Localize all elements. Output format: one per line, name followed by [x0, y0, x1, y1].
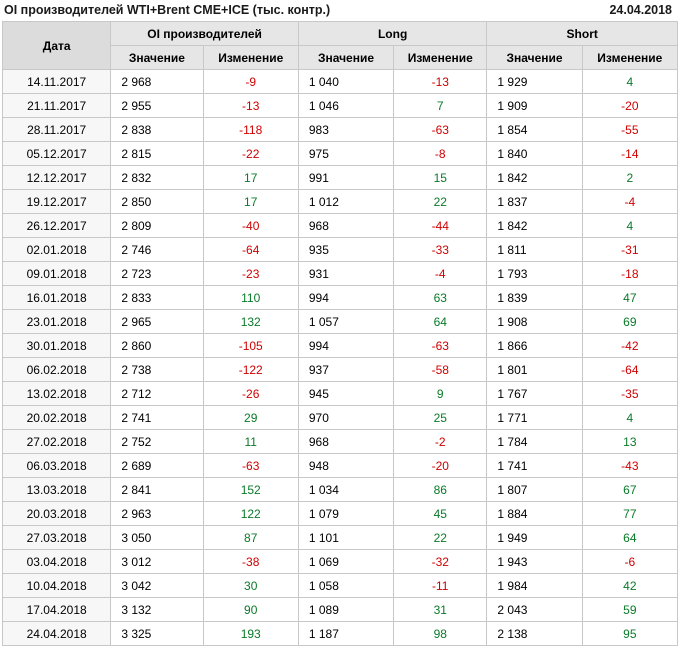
- cell-short-value: 1 854: [487, 118, 582, 142]
- cell-date: 09.01.2018: [3, 262, 111, 286]
- cell-date: 23.01.2018: [3, 310, 111, 334]
- cell-date: 16.01.2018: [3, 286, 111, 310]
- column-header-oi-value: Значение: [111, 46, 203, 70]
- cell-short-change: -42: [582, 334, 677, 358]
- cell-long-value: 1 187: [298, 622, 393, 646]
- cell-oi-value: 2 738: [111, 358, 203, 382]
- table-row: [3, 598, 678, 622]
- cell-long-value: 1 057: [298, 310, 393, 334]
- table-head: [3, 22, 678, 70]
- column-header-short-change: Изменение: [582, 46, 677, 70]
- cell-date: 12.12.2017: [3, 166, 111, 190]
- cell-long-change: 25: [394, 406, 487, 430]
- cell-long-change: -63: [394, 118, 487, 142]
- cell-oi-value: 3 012: [111, 550, 203, 574]
- cell-date: 28.11.2017: [3, 118, 111, 142]
- cell-long-change: 9: [394, 382, 487, 406]
- cell-oi-value: 2 968: [111, 70, 203, 94]
- cell-oi-change: 132: [203, 310, 298, 334]
- cell-date: 27.03.2018: [3, 526, 111, 550]
- cell-long-value: 994: [298, 334, 393, 358]
- cell-short-value: 1 811: [487, 238, 582, 262]
- cell-oi-change: 122: [203, 502, 298, 526]
- cell-oi-value: 2 746: [111, 238, 203, 262]
- cell-short-change: 95: [582, 622, 677, 646]
- cell-short-change: 4: [582, 70, 677, 94]
- cell-oi-value: 3 042: [111, 574, 203, 598]
- cell-oi-value: 2 815: [111, 142, 203, 166]
- cell-long-change: -32: [394, 550, 487, 574]
- cell-long-change: 64: [394, 310, 487, 334]
- cell-long-change: -44: [394, 214, 487, 238]
- cell-oi-change: 87: [203, 526, 298, 550]
- cell-short-value: 1 837: [487, 190, 582, 214]
- cell-long-change: -11: [394, 574, 487, 598]
- cell-short-value: 1 929: [487, 70, 582, 94]
- cell-oi-change: 152: [203, 478, 298, 502]
- cell-oi-change: 90: [203, 598, 298, 622]
- cell-short-value: 1 908: [487, 310, 582, 334]
- report-date: 24.04.2018: [609, 3, 672, 17]
- cell-oi-value: 2 838: [111, 118, 203, 142]
- column-header-long-change: Изменение: [394, 46, 487, 70]
- cell-long-value: 975: [298, 142, 393, 166]
- cell-oi-change: -122: [203, 358, 298, 382]
- cell-long-value: 931: [298, 262, 393, 286]
- cell-long-value: 1 101: [298, 526, 393, 550]
- table-body: [3, 70, 678, 646]
- table-row: [3, 454, 678, 478]
- cell-oi-value: 2 741: [111, 406, 203, 430]
- oi-table: [2, 21, 678, 646]
- table-row: [3, 238, 678, 262]
- cell-long-value: 1 058: [298, 574, 393, 598]
- cell-short-value: 2 043: [487, 598, 582, 622]
- cell-short-change: 13: [582, 430, 677, 454]
- table-row: [3, 526, 678, 550]
- cell-oi-value: 2 963: [111, 502, 203, 526]
- cell-oi-change: 30: [203, 574, 298, 598]
- cell-long-value: 1 069: [298, 550, 393, 574]
- cell-long-value: 1 046: [298, 94, 393, 118]
- cell-short-change: 67: [582, 478, 677, 502]
- cell-long-value: 1 040: [298, 70, 393, 94]
- cell-long-value: 945: [298, 382, 393, 406]
- cell-short-change: -55: [582, 118, 677, 142]
- cell-short-value: 1 884: [487, 502, 582, 526]
- cell-oi-change: -23: [203, 262, 298, 286]
- cell-date: 17.04.2018: [3, 598, 111, 622]
- cell-short-change: 4: [582, 214, 677, 238]
- table-header-group-row: [3, 22, 678, 46]
- table-row: [3, 190, 678, 214]
- cell-date: 05.12.2017: [3, 142, 111, 166]
- cell-short-change: 59: [582, 598, 677, 622]
- cell-long-change: 63: [394, 286, 487, 310]
- cell-short-change: 64: [582, 526, 677, 550]
- page-title: OI производителей WTI+Brent CME+ICE (тыс. контр.): [4, 3, 331, 17]
- cell-short-change: -31: [582, 238, 677, 262]
- cell-long-change: 45: [394, 502, 487, 526]
- cell-oi-change: -40: [203, 214, 298, 238]
- column-header-short-value: Значение: [487, 46, 582, 70]
- cell-date: 06.02.2018: [3, 358, 111, 382]
- cell-short-change: -20: [582, 94, 677, 118]
- table-row: [3, 94, 678, 118]
- cell-short-change: 42: [582, 574, 677, 598]
- cell-long-value: 1 089: [298, 598, 393, 622]
- cell-oi-change: 193: [203, 622, 298, 646]
- cell-date: 14.11.2017: [3, 70, 111, 94]
- cell-short-change: 4: [582, 406, 677, 430]
- cell-short-value: 1 784: [487, 430, 582, 454]
- table-row: [3, 502, 678, 526]
- cell-short-change: 2: [582, 166, 677, 190]
- cell-date: 19.12.2017: [3, 190, 111, 214]
- cell-date: 13.03.2018: [3, 478, 111, 502]
- cell-oi-value: 2 832: [111, 166, 203, 190]
- cell-date: 20.03.2018: [3, 502, 111, 526]
- table-row: [3, 430, 678, 454]
- cell-short-value: 1 807: [487, 478, 582, 502]
- cell-oi-change: 17: [203, 190, 298, 214]
- cell-short-value: 1 793: [487, 262, 582, 286]
- table-row: [3, 262, 678, 286]
- cell-short-value: 1 839: [487, 286, 582, 310]
- cell-long-value: 948: [298, 454, 393, 478]
- column-group-long: Long: [298, 22, 487, 46]
- cell-long-change: -33: [394, 238, 487, 262]
- cell-oi-change: -26: [203, 382, 298, 406]
- cell-short-value: 1 866: [487, 334, 582, 358]
- cell-short-value: 1 767: [487, 382, 582, 406]
- column-header-oi-change: Изменение: [203, 46, 298, 70]
- cell-oi-change: -38: [203, 550, 298, 574]
- table-row: [3, 70, 678, 94]
- cell-oi-change: -105: [203, 334, 298, 358]
- table-row: [3, 358, 678, 382]
- cell-long-change: 22: [394, 190, 487, 214]
- cell-oi-value: 2 809: [111, 214, 203, 238]
- cell-date: 06.03.2018: [3, 454, 111, 478]
- column-group-short: Short: [487, 22, 678, 46]
- cell-oi-change: 17: [203, 166, 298, 190]
- cell-short-change: -18: [582, 262, 677, 286]
- cell-short-change: -4: [582, 190, 677, 214]
- cell-long-change: 22: [394, 526, 487, 550]
- cell-long-value: 968: [298, 214, 393, 238]
- cell-date: 02.01.2018: [3, 238, 111, 262]
- cell-oi-change: -9: [203, 70, 298, 94]
- cell-short-change: -35: [582, 382, 677, 406]
- cell-long-value: 968: [298, 430, 393, 454]
- cell-date: 30.01.2018: [3, 334, 111, 358]
- table-row: [3, 478, 678, 502]
- cell-date: 03.04.2018: [3, 550, 111, 574]
- cell-long-change: -63: [394, 334, 487, 358]
- cell-short-value: 1 842: [487, 214, 582, 238]
- cell-long-value: 937: [298, 358, 393, 382]
- cell-long-change: 98: [394, 622, 487, 646]
- cell-oi-value: 2 833: [111, 286, 203, 310]
- table-row: [3, 214, 678, 238]
- cell-oi-change: -64: [203, 238, 298, 262]
- cell-short-change: 47: [582, 286, 677, 310]
- cell-short-change: -14: [582, 142, 677, 166]
- cell-short-change: 69: [582, 310, 677, 334]
- cell-short-value: 1 801: [487, 358, 582, 382]
- cell-oi-change: -22: [203, 142, 298, 166]
- cell-oi-value: 2 723: [111, 262, 203, 286]
- cell-oi-value: 3 325: [111, 622, 203, 646]
- cell-short-value: 1 741: [487, 454, 582, 478]
- table-row: [3, 334, 678, 358]
- column-header-date: Дата: [3, 22, 111, 70]
- cell-oi-change: 29: [203, 406, 298, 430]
- cell-oi-change: -118: [203, 118, 298, 142]
- cell-date: 13.02.2018: [3, 382, 111, 406]
- cell-long-value: 991: [298, 166, 393, 190]
- table-row: [3, 118, 678, 142]
- cell-oi-value: 2 850: [111, 190, 203, 214]
- cell-short-change: -6: [582, 550, 677, 574]
- table-row: [3, 310, 678, 334]
- table-row: [3, 286, 678, 310]
- table-row: [3, 406, 678, 430]
- cell-short-value: 1 840: [487, 142, 582, 166]
- cell-short-change: -64: [582, 358, 677, 382]
- cell-oi-value: 2 955: [111, 94, 203, 118]
- cell-short-value: 1 949: [487, 526, 582, 550]
- cell-oi-value: 2 712: [111, 382, 203, 406]
- cell-short-change: 77: [582, 502, 677, 526]
- cell-long-change: 15: [394, 166, 487, 190]
- cell-oi-value: 2 965: [111, 310, 203, 334]
- cell-short-value: 1 984: [487, 574, 582, 598]
- cell-long-value: 935: [298, 238, 393, 262]
- cell-oi-value: 3 050: [111, 526, 203, 550]
- cell-date: 24.04.2018: [3, 622, 111, 646]
- cell-short-value: 1 943: [487, 550, 582, 574]
- cell-date: 21.11.2017: [3, 94, 111, 118]
- table-row: [3, 550, 678, 574]
- cell-date: 27.02.2018: [3, 430, 111, 454]
- cell-long-change: -2: [394, 430, 487, 454]
- cell-long-value: 970: [298, 406, 393, 430]
- cell-long-change: 31: [394, 598, 487, 622]
- cell-short-value: 1 909: [487, 94, 582, 118]
- cell-short-change: -43: [582, 454, 677, 478]
- table-row: [3, 574, 678, 598]
- column-group-oi: OI производителей: [111, 22, 299, 46]
- cell-long-change: -8: [394, 142, 487, 166]
- cell-oi-change: -63: [203, 454, 298, 478]
- cell-long-value: 983: [298, 118, 393, 142]
- cell-long-change: -58: [394, 358, 487, 382]
- cell-long-change: 7: [394, 94, 487, 118]
- cell-long-change: -13: [394, 70, 487, 94]
- cell-oi-change: -13: [203, 94, 298, 118]
- cell-short-value: 2 138: [487, 622, 582, 646]
- table-row: [3, 166, 678, 190]
- cell-long-value: 1 034: [298, 478, 393, 502]
- cell-oi-value: 2 860: [111, 334, 203, 358]
- cell-long-value: 994: [298, 286, 393, 310]
- title-bar: [0, 0, 680, 21]
- cell-long-value: 1 012: [298, 190, 393, 214]
- cell-long-change: -4: [394, 262, 487, 286]
- table-row: [3, 142, 678, 166]
- cell-oi-value: 2 752: [111, 430, 203, 454]
- cell-date: 26.12.2017: [3, 214, 111, 238]
- cell-long-change: 86: [394, 478, 487, 502]
- cell-oi-value: 2 689: [111, 454, 203, 478]
- cell-oi-value: 3 132: [111, 598, 203, 622]
- cell-oi-change: 11: [203, 430, 298, 454]
- cell-long-value: 1 079: [298, 502, 393, 526]
- cell-date: 10.04.2018: [3, 574, 111, 598]
- cell-oi-value: 2 841: [111, 478, 203, 502]
- table-row: [3, 382, 678, 406]
- cell-long-change: -20: [394, 454, 487, 478]
- cell-oi-change: 110: [203, 286, 298, 310]
- column-header-long-value: Значение: [298, 46, 393, 70]
- cell-short-value: 1 842: [487, 166, 582, 190]
- cell-date: 20.02.2018: [3, 406, 111, 430]
- cell-short-value: 1 771: [487, 406, 582, 430]
- table-row: [3, 622, 678, 646]
